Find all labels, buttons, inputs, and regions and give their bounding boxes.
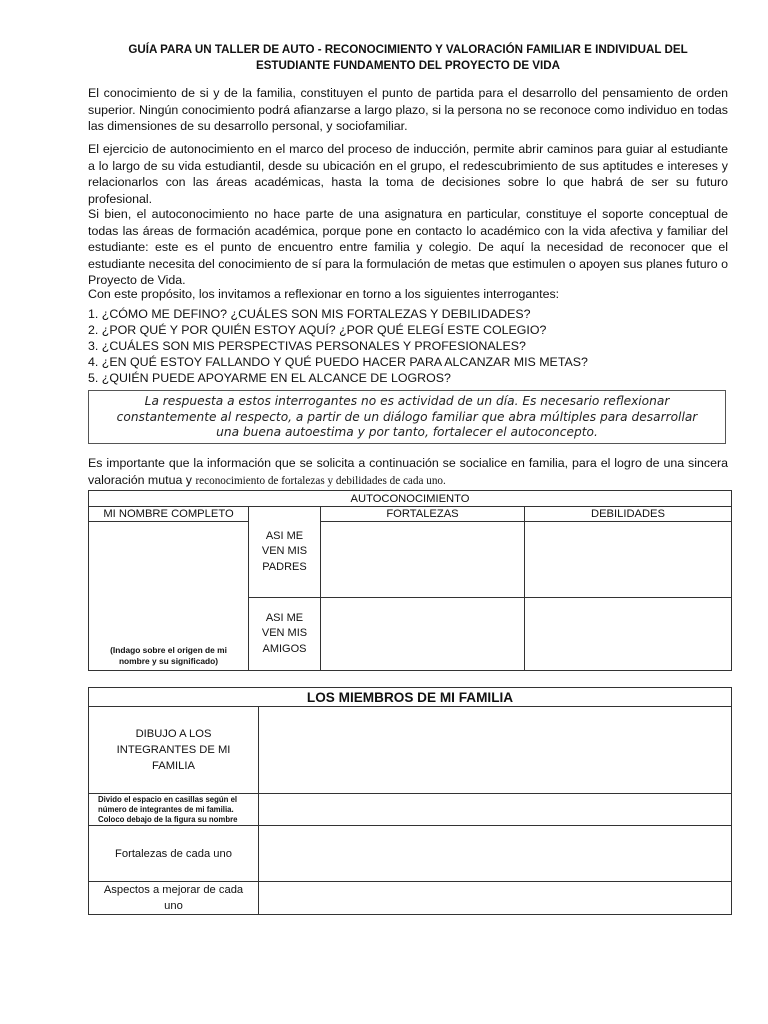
question-item: 1. ¿CÓMO ME DEFINO? ¿CUÁLES SON MIS FORTALEZAS Y DEBILIDADES? (88, 307, 531, 321)
paragraph-self-knowledge: Si bien, el autoconocimiento no hace parte de una asignatura en particular, constituye el soporte conceptual de todas las áreas de formación académica, porque pone en contacto lo académico con la vida afectiva y familiar del estudiante: este es el punto de encuentro entre familia y colegio. De aquí la necesidad de reconocer que el estudiante necesita del conocimiento de sí para la formulación de metas que estimulen o apoyen sus planes futuro o Proyecto de Vida. (88, 207, 728, 287)
important-text-tail: reconocimiento de fortalezas y debilidades de cada uno. (195, 474, 446, 487)
callout-box (88, 390, 726, 444)
full-name-cell[interactable] (89, 522, 249, 671)
drawing-label (89, 707, 259, 794)
paragraph-important (88, 455, 728, 489)
title-line-2: ESTUDIANTE FUNDAMENTO DEL PROYECTO DE VIDA (255, 59, 561, 72)
friends-strengths-cell[interactable] (321, 598, 525, 671)
column-header-weaknesses: DEBILIDADES (525, 507, 732, 522)
drawing-label-line: DIBUJO A LOS (135, 728, 212, 740)
paragraph-intro: El conocimiento de si y de la familia, constituyen el punto de partida para el desarrollo del pensamiento de orden superior. Ningún conocimiento podrá afianzarse a largo plazo, si la persona no se reconoce como individuo en todas las dimensiones de su desarrollo personal, y sociofamiliar. (88, 86, 728, 133)
instructions-line: Divido el espacio en casillas según el (98, 794, 238, 804)
row-label-line: AMIGOS (262, 642, 307, 655)
improvements-label-line: Aspectos a mejorar de cada (103, 884, 244, 896)
family-strengths-cell[interactable] (259, 826, 732, 882)
family-names-cell[interactable] (259, 794, 732, 826)
friends-weaknesses-cell[interactable] (525, 598, 732, 671)
table-header-family: LOS MIEMBROS DE MI FAMILIA (89, 688, 732, 707)
important-text: Es importante que la información que se solicita a continuación se socialice en familia, para el logro de una sincera valoración mutua y (88, 456, 728, 487)
drawing-label-line: FAMILIA (152, 760, 195, 772)
question-item: 5. ¿QUIÉN PUEDE APOYARME EN EL ALCANCE DE LOGROS? (88, 371, 451, 386)
column-header-strengths: FORTALEZAS (321, 507, 525, 522)
parents-weaknesses-cell[interactable] (525, 522, 732, 598)
name-hint-line: (Indago sobre el origen de mi (110, 645, 227, 655)
strengths-label: Fortalezas de cada uno (89, 826, 259, 882)
family-improvements-cell[interactable] (259, 882, 732, 915)
drawing-label-line: INTEGRANTES DE MI (116, 744, 231, 756)
column-header-full-name: MI NOMBRE COMPLETO (89, 507, 249, 522)
improvements-label (89, 882, 259, 915)
instructions-label (89, 794, 259, 826)
row-label-line: ASI ME (265, 529, 304, 542)
row-label-parents (249, 507, 321, 598)
row-label-line: ASI ME (265, 611, 304, 624)
questions-list (88, 306, 728, 386)
question-item: 3. ¿CUÁLES SON MIS PERSPECTIVAS PERSONALES Y PROFESIONALES? (88, 339, 526, 354)
callout-text: La respuesta a estos interrogantes no es actividad de un día. Es necesario reflexionar constantemente al respecto, a partir de un diálogo familiar que abra múltiples para desarrollar una buena autoestima y por tanto, fortalecer el autoconcepto. (116, 394, 698, 439)
paragraph-induction: El ejercicio de autonocimiento en el marco del proceso de inducción, permite abrir caminos para guiar al estudiante a lo largo de su vida estudiantil, desde su ubicación en el grupo, el redescubrimiento de sus aptitudes e intereses y relacionarlos con las áreas académicas, hasta la toma de decisiones sobre lo que habrá de ser su futuro profesional. (88, 142, 728, 206)
question-item: 4. ¿EN QUÉ ESTOY FALLANDO Y QUÉ PUEDO HACER PARA ALCANZAR MIS METAS? (88, 355, 588, 370)
family-members-table (88, 687, 732, 915)
instructions-line: Coloco debajo de la figura su nombre (98, 814, 238, 824)
row-label-friends (249, 598, 321, 671)
document-title (88, 42, 728, 74)
row-label-line: PADRES (262, 560, 307, 573)
row-label-line: VEN MIS (261, 545, 308, 558)
title-line-1: GUÍA PARA UN TALLER DE AUTO - RECONOCIMIENTO Y VALORACIÓN FAMILIAR E INDIVIDUAL DEL (128, 43, 688, 56)
table-header-self-knowledge: AUTOCONOCIMIENTO (89, 491, 732, 507)
parents-strengths-cell[interactable] (321, 522, 525, 598)
self-knowledge-table (88, 490, 732, 671)
row-label-line: VEN MIS (261, 627, 308, 640)
instructions-line: número de integrantes de mi familia. (98, 804, 234, 814)
improvements-label-line: uno (164, 900, 183, 912)
paragraph-purpose: Con este propósito, los invitamos a reflexionar en torno a los siguientes interrogantes: (88, 287, 560, 301)
family-drawing-area[interactable] (259, 707, 732, 794)
question-item: 2. ¿POR QUÉ Y POR QUIÉN ESTOY AQUÍ? ¿POR QUÉ ELEGÍ ESTE COLEGIO? (88, 323, 547, 338)
name-hint-line: nombre y su significado) (118, 656, 219, 666)
